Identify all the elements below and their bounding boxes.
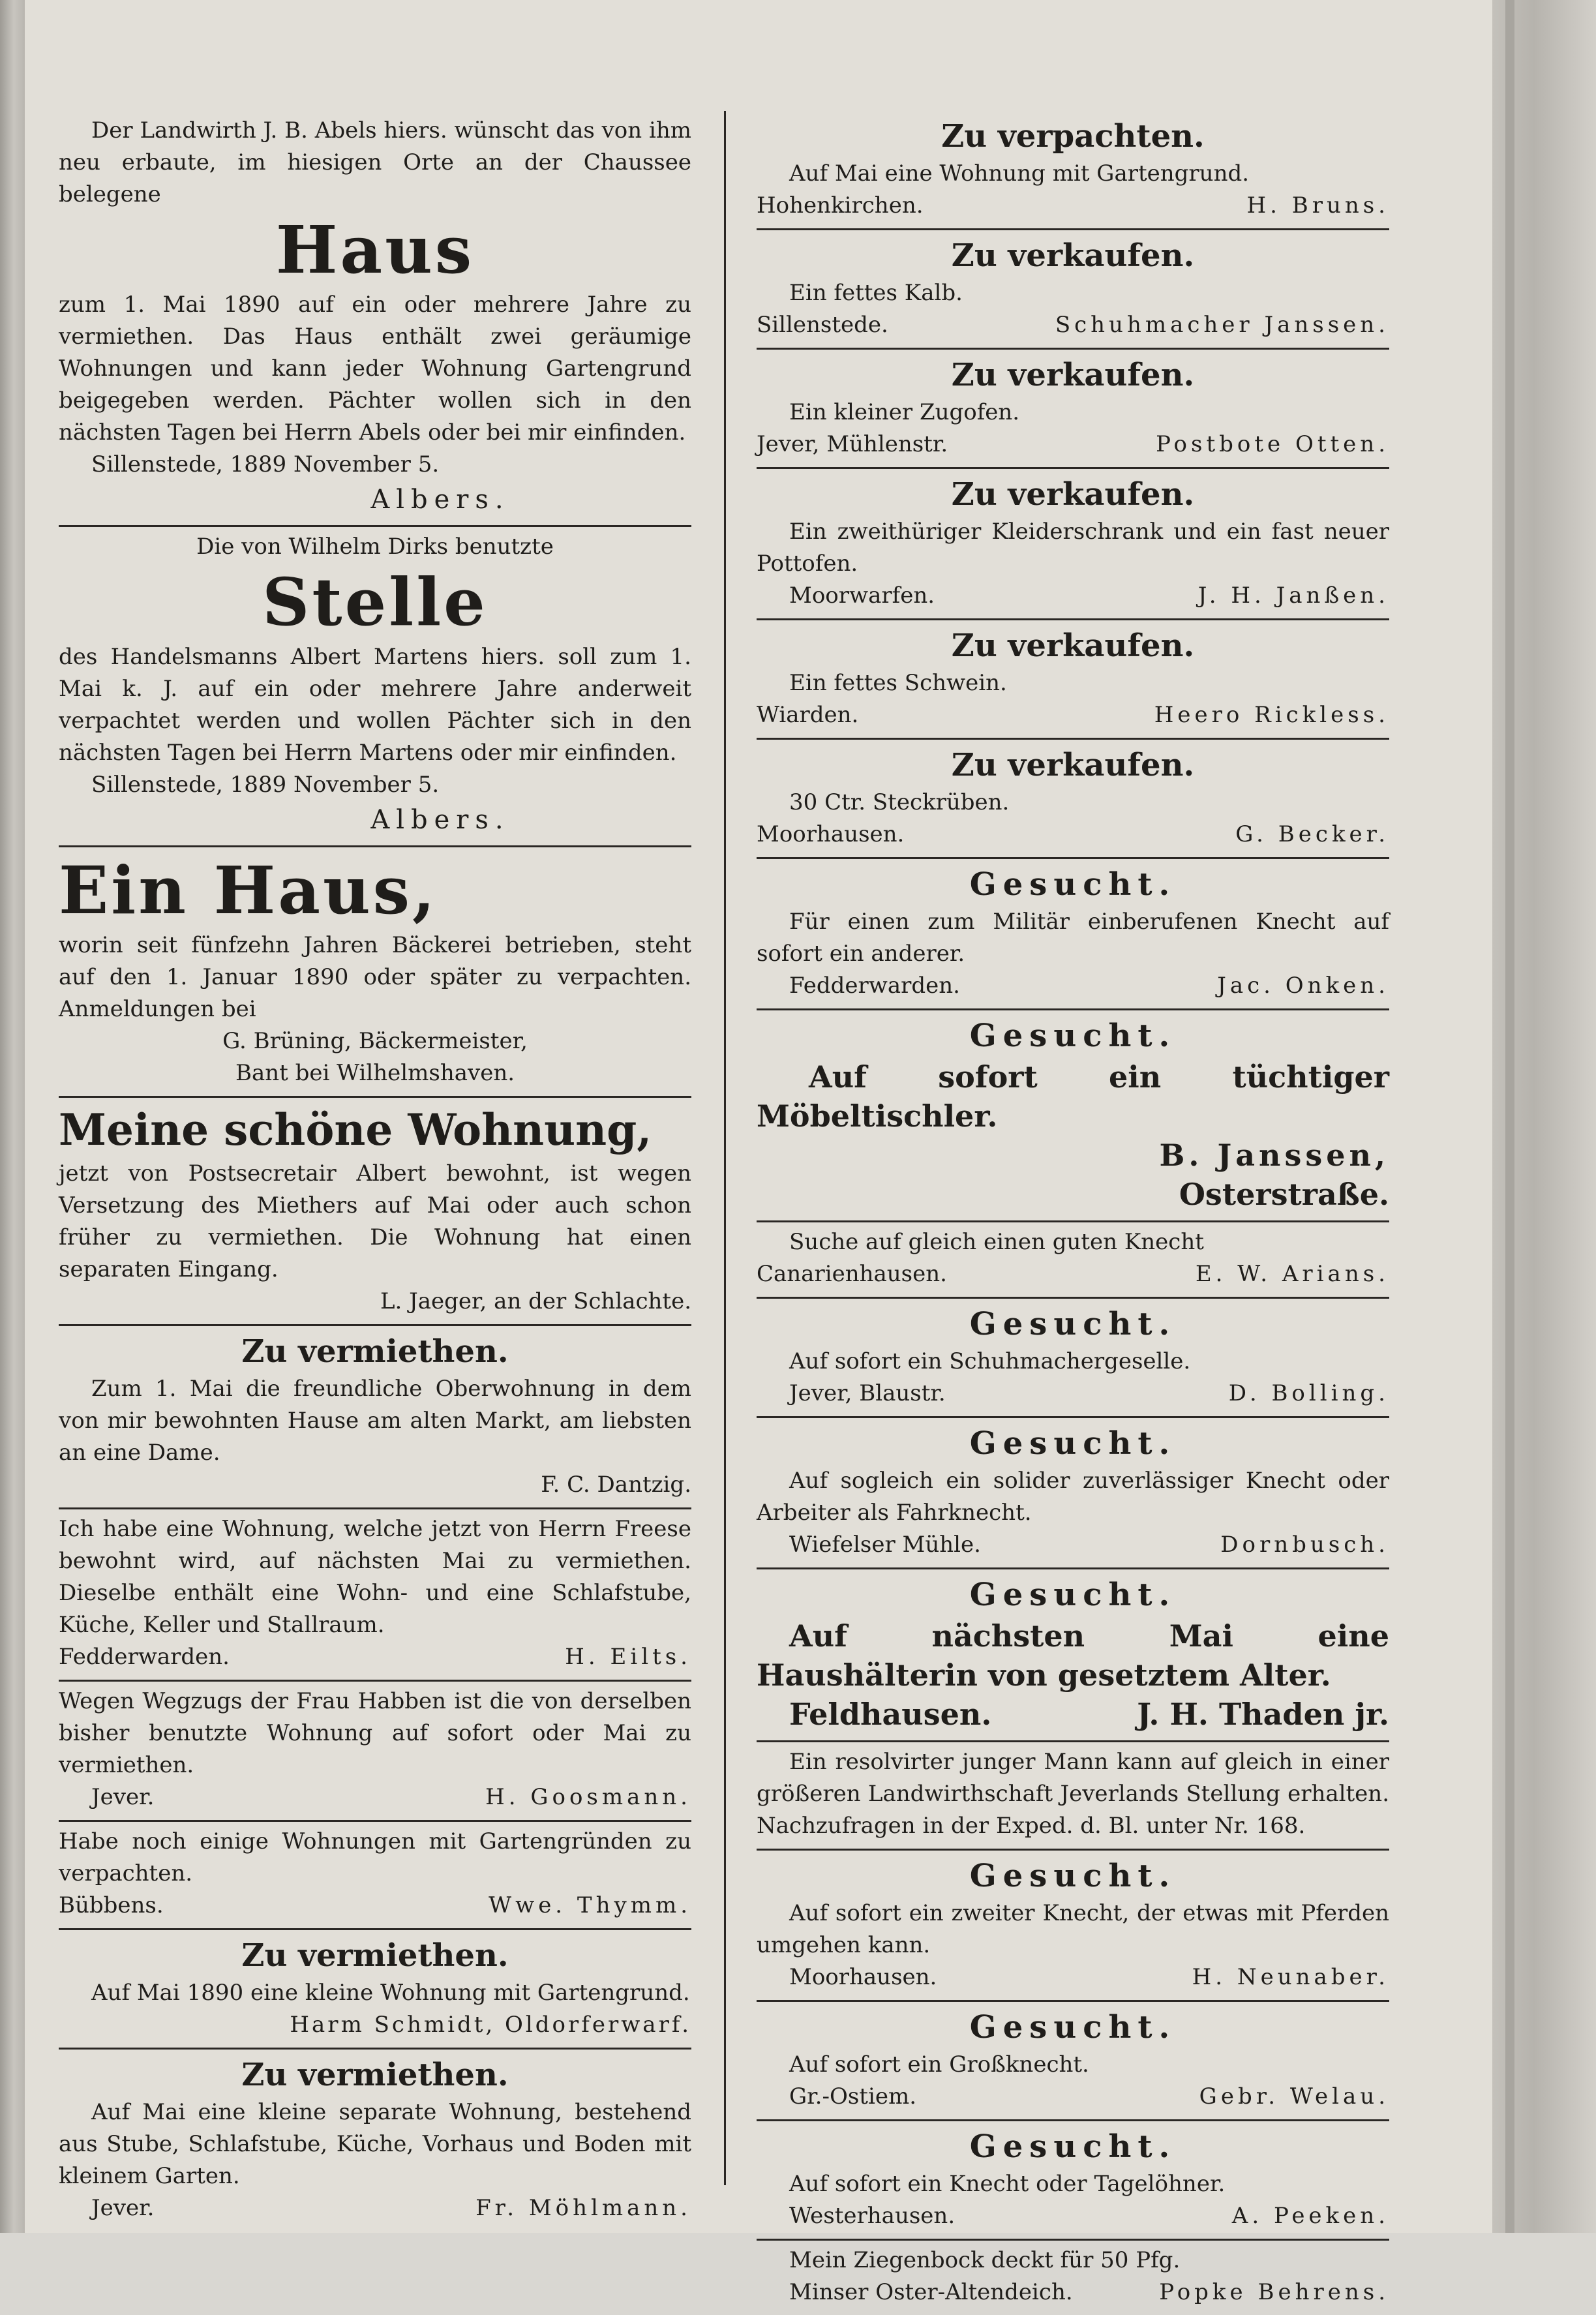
- ad-thymm: [59, 1822, 691, 1930]
- ad-gesucht-janssen: [757, 1010, 1389, 1222]
- ad-gesucht-thaden: [757, 1569, 1389, 1742]
- ad-footer: [757, 2277, 1389, 2308]
- ad-name: Heero Rickless.: [1154, 702, 1389, 728]
- ad-title: Zu verkaufen.: [951, 476, 1195, 513]
- ad-contact-location: Bant bei Wilhelmshaven.: [235, 1060, 515, 1086]
- ad-body: Auf sofort ein Knecht oder Tagelöhner.: [789, 2171, 1226, 2197]
- ad-street: Osterstraße.: [1179, 1177, 1389, 1212]
- ad-verkaufen-schwein: [757, 620, 1389, 740]
- ad-eilts: [59, 1509, 691, 1682]
- left-column: [59, 111, 691, 2231]
- ad-name: Fr. Möhlmann.: [475, 2195, 691, 2221]
- ad-place: Westerhausen.: [789, 2203, 956, 2229]
- ad-title: Zu vermiethen.: [241, 2057, 509, 2093]
- ad-body: Ich habe eine Wohnung, welche jetzt von Herrn Freese bewohnt wird, auf nächsten Mai zu vermiethen. Dieselbe enthält eine Wohn- und eine Schlafstube, Küche, Keller und Stallraum.: [59, 1516, 691, 1638]
- ad-junger-mann: [757, 1742, 1389, 1851]
- ad-title: Gesucht.: [969, 1425, 1177, 1462]
- ad-body: worin seit fünfzehn Jahren Bäckerei betrieben, steht auf den 1. Januar 1890 oder später zu verpachten. Anmeldungen bei: [59, 932, 691, 1022]
- ad-name: Postbote Otten.: [1156, 431, 1389, 457]
- ad-gesucht-neunaber: [757, 1851, 1389, 2002]
- ad-gesucht-welau: [757, 2002, 1389, 2121]
- ad-body: Für einen zum Militär einberufenen Knecht auf sofort ein anderer.: [757, 909, 1389, 967]
- ad-stelle: [59, 527, 691, 847]
- ad-name: H. Goosmann.: [485, 1784, 691, 1810]
- ad-body: Ein resolvirter junger Mann kann auf gleich in einer größeren Landwirthschaft Jeverlands Stellung erhalten. Nachzufragen in der Exped. d. Bl. unter Nr. 168.: [757, 1749, 1389, 1839]
- ad-intro: Die von Wilhelm Dirks benutzte: [196, 534, 554, 560]
- ad-verkaufen-rueben: [757, 740, 1389, 859]
- ad-footer: [757, 2081, 1389, 2113]
- ad-footer: [757, 429, 1389, 461]
- ad-name: Jac. Onken.: [1217, 973, 1389, 999]
- ad-name: Popke Behrens.: [1159, 2279, 1389, 2305]
- ad-body: Ein fettes Schwein.: [789, 670, 1007, 696]
- ad-body: Auf Mai eine Wohnung mit Gartengrund.: [789, 160, 1250, 187]
- ad-title: Zu verkaufen.: [951, 747, 1195, 783]
- ad-place: Bübbens.: [59, 1892, 164, 1918]
- ad-body: Auf sofort ein Schuhmachergeselle.: [789, 1348, 1191, 1374]
- ad-gesucht-dornbusch: [757, 1418, 1389, 1569]
- ad-place: Gr.-Ostiem.: [789, 2083, 917, 2110]
- ad-place: Wiarden.: [757, 702, 859, 728]
- ad-name: H. Neunaber.: [1192, 1964, 1389, 1990]
- ad-vermiethen-moehlmann: [59, 2050, 691, 2231]
- ad-place: Feldhausen.: [789, 1697, 992, 1732]
- ad-body: Mein Ziegenbock deckt für 50 Pfg.: [789, 2247, 1181, 2273]
- ad-place: Minser Oster-Altendeich.: [789, 2279, 1073, 2305]
- ad-title: Meine schöne Wohnung,: [59, 1104, 652, 1155]
- ad-gesucht-bolling: [757, 1299, 1389, 1418]
- ad-date: Sillenstede, 1889 November 5.: [91, 772, 440, 798]
- column-divider: [724, 111, 726, 2185]
- ad-place: Jever.: [91, 1784, 155, 1810]
- ad-footer: [59, 2192, 691, 2224]
- ad-name: A. Peeken.: [1231, 2203, 1389, 2229]
- ad-footer: [757, 1695, 1389, 1734]
- ad-date: Sillenstede, 1889 November 5.: [91, 451, 440, 477]
- ad-name: G. Becker.: [1235, 821, 1389, 847]
- ad-body: Auf Mai 1890 eine kleine Wohnung mit Gartengrund.: [91, 1980, 690, 2006]
- ad-title: Zu vermiethen.: [241, 1333, 509, 1370]
- ad-body: Habe noch einige Wohnungen mit Gartengründen zu verpachten.: [59, 1828, 691, 1886]
- ad-title: Zu verpachten.: [941, 118, 1205, 155]
- ad-body: Auf sofort ein Großknecht.: [789, 2051, 1089, 2078]
- ad-place: Jever, Blaustr.: [789, 1380, 946, 1406]
- ad-signature: Albers.: [370, 485, 510, 515]
- ad-wohnung: [59, 1098, 691, 1326]
- ad-name: H. Bruns.: [1246, 192, 1389, 219]
- ad-title: Gesucht.: [969, 866, 1177, 903]
- ad-footer: [59, 1641, 691, 1673]
- ad-signature: Albers.: [370, 805, 510, 835]
- ad-body: jetzt von Postsecretair Albert bewohnt, ist wegen Versetzung des Miethers auf Mai oder auch schon früher zu vermiethen. Die Wohnung hat einen separaten Eingang.: [59, 1160, 691, 1282]
- ad-footer: [59, 1890, 691, 1922]
- ad-title: Zu verkaufen.: [951, 628, 1195, 664]
- ad-signature: F. C. Dantzig.: [541, 1472, 691, 1498]
- ad-intro: Der Landwirth J. B. Abels hiers. wünscht das von ihm neu erbaute, im hiesigen Orte an der Chaussee belegene: [59, 117, 691, 207]
- ad-place: Fedderwarden.: [59, 1644, 230, 1670]
- ad-place: Jever.: [91, 2195, 155, 2221]
- ad-gesucht-peeken: [757, 2121, 1389, 2241]
- ad-place: Wiefelser Mühle.: [789, 1532, 981, 1558]
- ad-verkaufen-kalb: [757, 230, 1389, 350]
- ad-title: Gesucht.: [969, 1858, 1177, 1894]
- ad-signature: Harm Schmidt, Oldorferwarf.: [290, 2012, 691, 2038]
- ad-footer: [757, 2200, 1389, 2232]
- ad-body: Auf sofort ein zweiter Knecht, der etwas mit Pferden umgehen kann.: [757, 1900, 1389, 1958]
- ad-name: E. W. Arians.: [1195, 1261, 1389, 1287]
- ad-place: Hohenkirchen.: [757, 192, 924, 219]
- ad-body: zum 1. Mai 1890 auf ein oder mehrere Jahre zu vermiethen. Das Haus enthält zwei geräumige Wohnungen und kann jeder Wohnung Gartengrund beigegeben werden. Pächter wollen sich in den nächsten Tagen bei Herrn Abels oder bei mir einfinden.: [59, 292, 691, 446]
- ad-footer: [59, 1781, 691, 1813]
- ad-title: Gesucht.: [969, 1018, 1177, 1054]
- ad-body: Auf sofort ein tüchtiger Möbeltischler.: [757, 1059, 1389, 1134]
- ad-gesucht-onken: [757, 859, 1389, 1010]
- right-column: [757, 111, 1389, 2315]
- ad-title: Zu verkaufen.: [951, 237, 1195, 274]
- ad-title: Gesucht.: [969, 1306, 1177, 1342]
- ad-footer: [757, 1961, 1389, 1993]
- ad-body: Auf sogleich ein solider zuverlässiger Knecht oder Arbeiter als Fahrknecht.: [757, 1468, 1389, 1526]
- ad-body: Ein zweithüriger Kleiderschrank und ein fast neuer Pottofen.: [757, 519, 1389, 577]
- ad-body: des Handelsmanns Albert Martens hiers. soll zum 1. Mai k. J. auf ein oder mehrere Jahre anderweit verpachtet werden und wollen Pächter sich in den nächsten Tagen bei Herrn Martens oder mir einfinden.: [59, 644, 691, 766]
- ad-place: Sillenstede.: [757, 312, 888, 338]
- ad-name: J. H. Janßen.: [1197, 583, 1389, 609]
- ad-body: Ein fettes Kalb.: [789, 280, 963, 306]
- ad-footer: [757, 819, 1389, 851]
- ad-name: B. Janssen,: [1159, 1138, 1389, 1173]
- ad-body: Auf nächsten Mai eine Haushälterin von gesetztem Alter.: [757, 1618, 1389, 1693]
- ad-verpachten-bruns: [757, 111, 1389, 230]
- ad-title: Ein Haus,: [59, 852, 438, 929]
- ad-signature: L. Jaeger, an der Schlachte.: [380, 1288, 691, 1314]
- ad-footer: [757, 309, 1389, 341]
- ad-title: Gesucht.: [969, 1577, 1177, 1613]
- ad-contact: G. Brüning, Bäckermeister,: [222, 1028, 528, 1054]
- ad-goosmann: [59, 1682, 691, 1822]
- ad-vermiethen-schmidt: [59, 1930, 691, 2050]
- ad-place: Fedderwarden.: [789, 973, 960, 999]
- ad-body: Wegen Wegzugs der Frau Habben ist die von derselben bisher benutzte Wohnung auf sofort oder Mai zu vermiethen.: [59, 1688, 691, 1778]
- ad-place: Moorhausen.: [757, 821, 905, 847]
- ad-body: Zum 1. Mai die freundliche Oberwohnung in dem von mir bewohnten Hause am alten Markt, am liebsten an eine Dame.: [59, 1376, 691, 1466]
- ad-footer: [757, 699, 1389, 731]
- ad-title: Gesucht.: [969, 2128, 1177, 2165]
- ad-vermiethen-dantzig: [59, 1326, 691, 1509]
- ad-footer: [757, 190, 1389, 222]
- ad-title: Haus: [275, 211, 475, 288]
- ad-title: Gesucht.: [969, 2009, 1177, 2046]
- ad-ziegenbock: [757, 2241, 1389, 2315]
- ad-footer: [757, 1258, 1389, 1290]
- ad-body: Ein kleiner Zugofen.: [789, 399, 1020, 425]
- ad-title: Zu verkaufen.: [951, 357, 1195, 393]
- ad-verkaufen-schrank: [757, 469, 1389, 620]
- ad-body: Auf Mai eine kleine separate Wohnung, bestehend aus Stube, Schlafstube, Küche, Vorhaus und Boden mit kleinem Garten.: [59, 2099, 691, 2189]
- ad-place: Moorhausen.: [789, 1964, 937, 1990]
- ad-name: D. Bolling.: [1228, 1380, 1389, 1406]
- ad-footer: [757, 1529, 1389, 1561]
- ad-footer: [757, 580, 1389, 612]
- ad-place: Canarienhausen.: [757, 1261, 947, 1287]
- ad-place: Moorwarfen.: [789, 583, 935, 609]
- page-edge: [1492, 0, 1596, 2233]
- ad-verkaufen-ofen: [757, 350, 1389, 469]
- ad-footer: [757, 1378, 1389, 1410]
- ad-ein-haus: [59, 847, 691, 1098]
- ad-name: Wwe. Thymm.: [489, 1892, 691, 1918]
- ad-footer: [757, 970, 1389, 1002]
- ad-name: J. H. Thaden jr.: [1137, 1697, 1389, 1732]
- ad-name: H. Eilts.: [565, 1644, 691, 1670]
- ad-name: Gebr. Welau.: [1199, 2083, 1389, 2110]
- ad-title: Stelle: [262, 564, 488, 641]
- ad-haus: [59, 111, 691, 527]
- book-binding: [0, 0, 25, 2233]
- ad-name: Dornbusch.: [1220, 1532, 1389, 1558]
- ad-arians: [757, 1222, 1389, 1299]
- ad-place: Jever, Mühlenstr.: [757, 431, 948, 457]
- ad-body: 30 Ctr. Steckrüben.: [789, 789, 1010, 815]
- ad-title: Zu vermiethen.: [241, 1937, 509, 1974]
- ad-name: Schuhmacher Janssen.: [1055, 312, 1389, 338]
- ad-body: Suche auf gleich einen guten Knecht: [789, 1229, 1204, 1255]
